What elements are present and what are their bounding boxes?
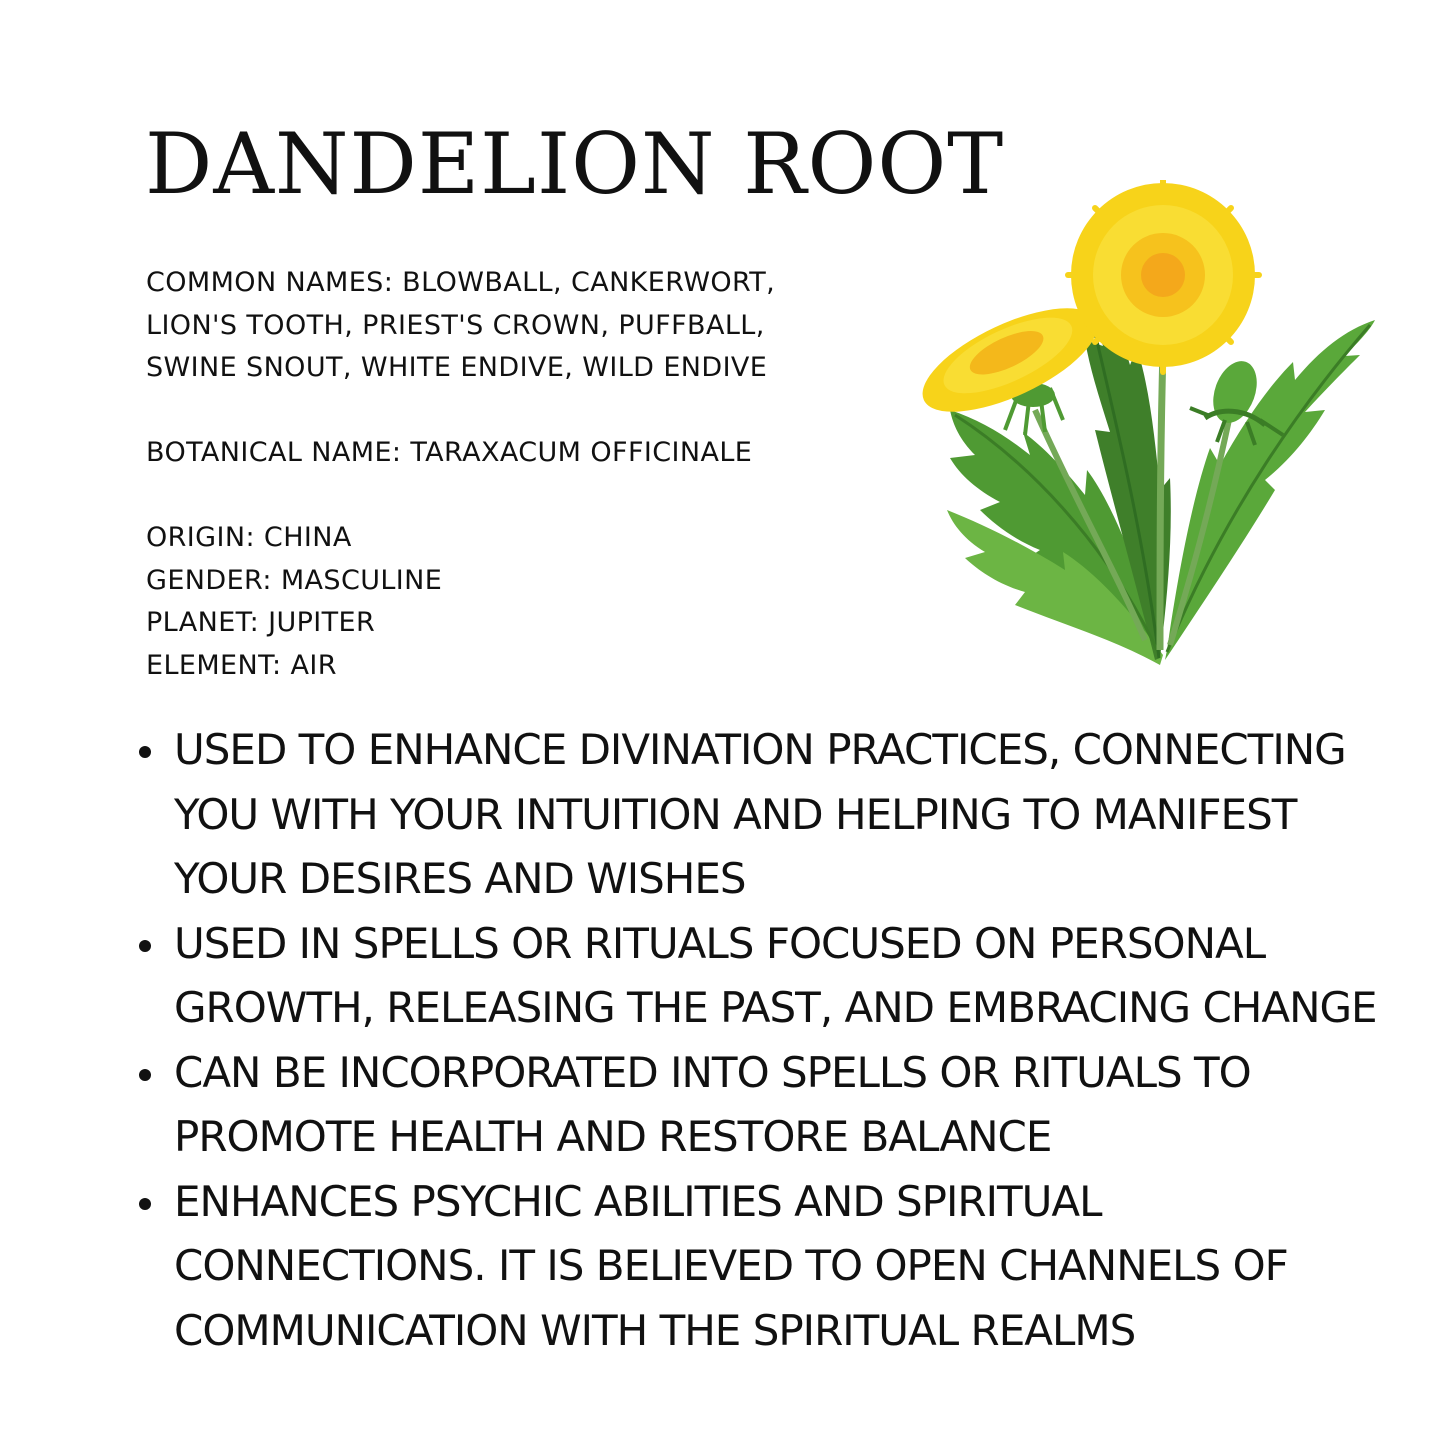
bullet-icon xyxy=(139,746,151,758)
spacer xyxy=(146,475,906,518)
list-item xyxy=(138,718,1398,912)
spacer xyxy=(146,390,906,433)
origin: ORIGIN: CHINA xyxy=(146,522,352,553)
dandelion-plant-illustration xyxy=(905,180,1405,700)
common-names-line: COMMON NAMES: BLOWBALL, CANKERWORT, xyxy=(146,267,776,298)
list-item xyxy=(138,1170,1398,1364)
list-item-text: USED IN SPELLS OR RITUALS FOCUSED ON PERSONAL GROWTH, RELEASING THE PAST, AND EMBRACING CHANGE xyxy=(174,918,1377,1032)
bullet-icon xyxy=(139,1069,151,1081)
list-item-text: USED TO ENHANCE DIVINATION PRACTICES, CONNECTING YOU WITH YOUR INTUITION AND HELPING TO MANIFEST YOUR DESIRES AND WISHES xyxy=(174,725,1346,903)
common-names-line: SWINE SNOUT, WHITE ENDIVE, WILD ENDIVE xyxy=(146,352,768,383)
list-item xyxy=(138,1041,1398,1170)
page-title: DANDELION ROOT xyxy=(145,115,1005,213)
botanical-name: BOTANICAL NAME: TARAXACUM OFFICINALE xyxy=(146,437,753,468)
bullet-icon xyxy=(139,940,151,952)
common-names-line: LION'S TOOTH, PRIEST'S CROWN, PUFFBALL, xyxy=(146,309,765,341)
stem-main xyxy=(1160,350,1163,650)
planet: PLANET: JUPITER xyxy=(146,607,376,638)
plant-details xyxy=(146,262,906,687)
gender: GENDER: MASCULINE xyxy=(146,564,443,596)
leaf-right xyxy=(1165,320,1375,660)
bullet-icon xyxy=(139,1198,151,1210)
list-item xyxy=(138,912,1398,1041)
list-item-text: CAN BE INCORPORATED INTO SPELLS OR RITUALS TO PROMOTE HEALTH AND RESTORE BALANCE xyxy=(174,1047,1251,1161)
properties-list xyxy=(138,718,1398,1363)
list-item-text: ENHANCES PSYCHIC ABILITIES AND SPIRITUAL CONNECTIONS. IT IS BELIEVED TO OPEN CHANNELS OF COMMUNICATION WITH THE SPIRITUAL REALMS xyxy=(174,1176,1288,1355)
element: ELEMENT: AIR xyxy=(146,649,337,681)
